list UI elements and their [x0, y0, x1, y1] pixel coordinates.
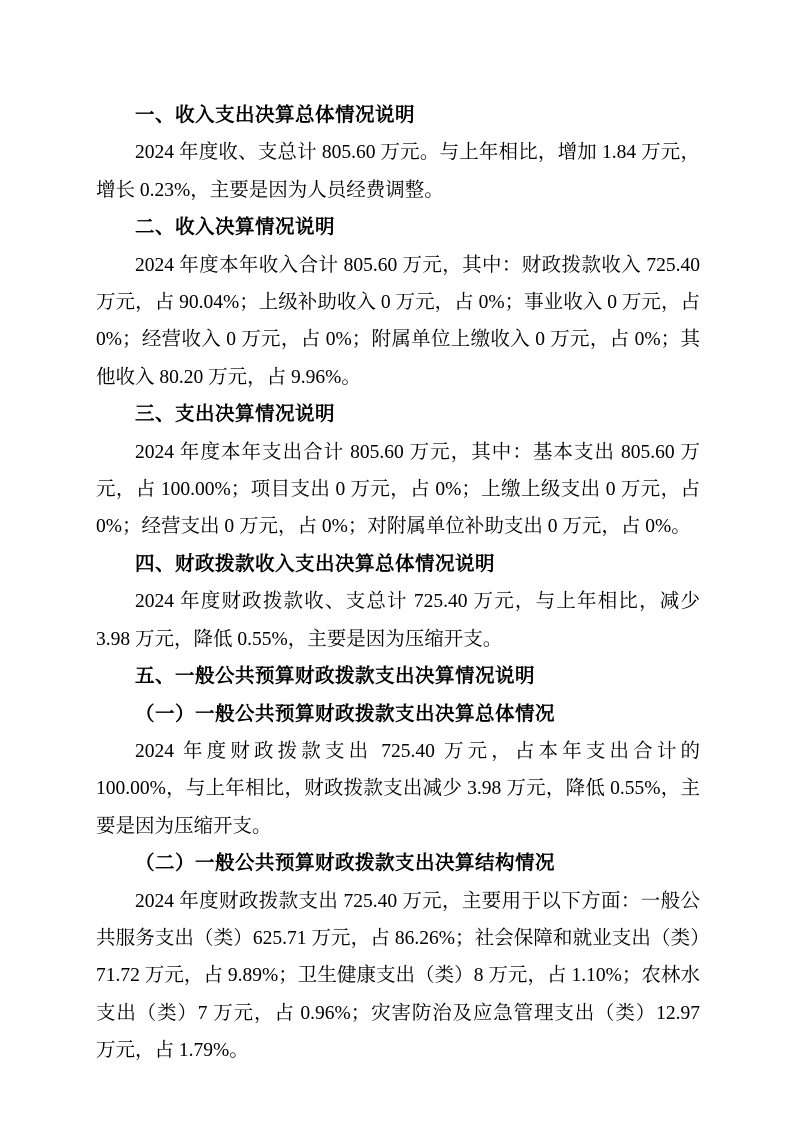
paragraph: 2024 年度本年收入合计 805.60 万元，其中：财政拨款收入 725.40 万元，占 90.04%；上级补助收入 0 万元，占 0%；事业收入 0 万元，占 0%；经营收入 0 万元，占 0%；附属单位上缴收入 0 万元，占 0%；其他收入 80.20 万元，占 9.96%。: [96, 254, 700, 388]
section-heading: 五、一般公共预算财政拨款支出决算情况说明: [135, 665, 536, 688]
sub-section-heading: （二）一般公共预算财政拨款支出决算结构情况: [135, 852, 556, 875]
section-heading: 二、收入决算情况说明: [135, 216, 336, 239]
paragraph: 2024 年度财政拨款收、支总计 725.40 万元，与上年相比，减少 3.98 万元，降低 0.55%，主要是因为压缩开支。: [96, 591, 700, 650]
section-heading: 三、支出决算情况说明: [135, 403, 336, 426]
paragraph: 2024 年度本年支出合计 805.60 万元，其中：基本支出 805.60 万元，占 100.00%；项目支出 0 万元，占 0%；上缴上级支出 0 万元，占 0%；经营支出 0 万元，占 0%；对附属单位补助支出 0 万元，占 0%。: [96, 441, 700, 538]
sub-section-heading: （一）一般公共预算财政拨款支出决算总体情况: [135, 702, 556, 725]
section-heading: 四、财政拨款收入支出决算总体情况说明: [135, 552, 496, 575]
paragraph: 2024 年度财政拨款支出 725.40 万元，主要用于以下方面：一般公共服务支出（类）625.71 万元，占 86.26%；社会保障和就业支出（类）71.72 万元，占 9.89%；卫生健康支出（类）8 万元，占 1.10%；农林水支出（类）7 万元，占 0.96%；灾害防治及应急管理支出（类）12.97 万元，占 1.79%。: [96, 890, 700, 1062]
paragraph: 2024 年度收、支总计 805.60 万元。与上年相比，增加 1.84 万元，增长 0.23%，主要是因为人员经费调整。: [96, 142, 700, 201]
paragraph: 2024 年度财政拨款支出 725.40 万元，占本年支出合计的 100.00%，与上年相比，财政拨款支出减少 3.98 万元，降低 0.55%，主要是因为压缩开支。: [96, 740, 700, 837]
section-heading: 一、收入支出决算总体情况说明: [135, 104, 416, 126]
